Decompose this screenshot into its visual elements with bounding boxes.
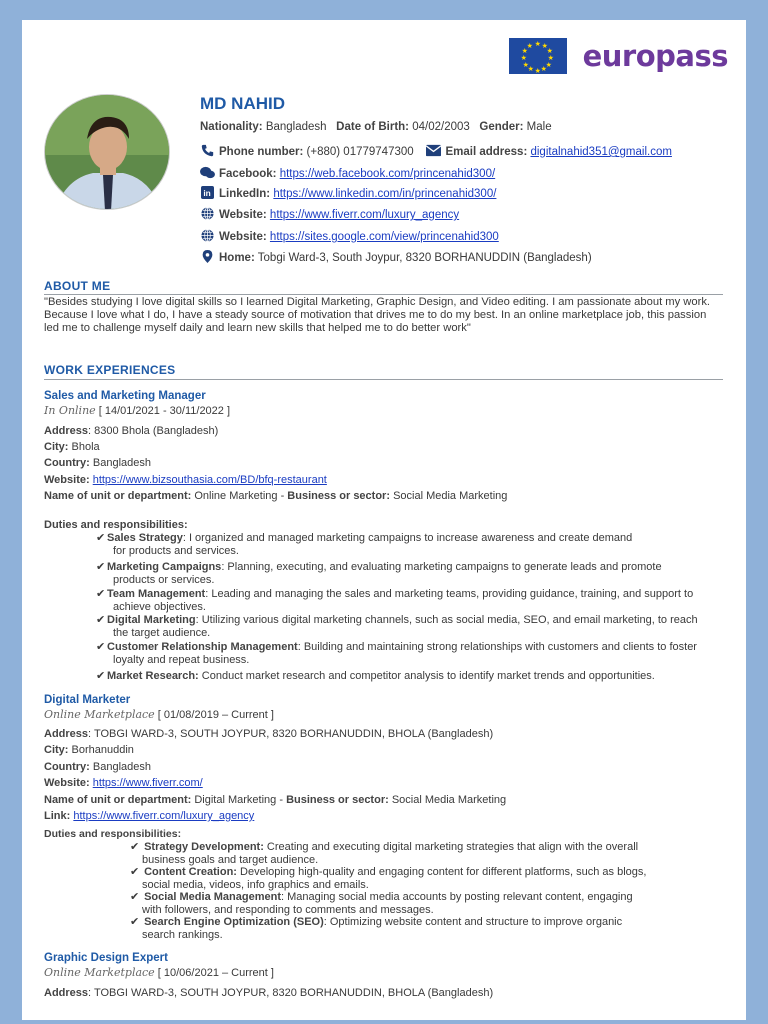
job-link <box>44 810 254 822</box>
nationality-value: Bangladesh <box>265 121 327 133</box>
checkmark-icon: ✔ <box>96 561 106 573</box>
contact-row <box>200 144 672 158</box>
checkmark-icon: ✔ <box>96 532 106 544</box>
job-company-dates <box>44 708 274 721</box>
job-company: Online Marketplace <box>44 708 155 721</box>
duties-heading <box>44 519 188 531</box>
job-company: Online Marketplace <box>44 966 155 979</box>
checkmark-icon: ✔ <box>130 841 140 853</box>
dob-value: 04/02/2003 <box>412 121 470 133</box>
globe-icon <box>200 207 215 220</box>
profile-photo <box>44 94 170 210</box>
home-value: Tobgi Ward-3, South Joypur, 8320 BORHANUDDIN (Bangladesh) <box>257 252 592 264</box>
eu-flag-icon: ★ ★ ★ ★ ★ ★ ★ ★ ★ ★ ★ ★ <box>509 38 567 74</box>
website2-row <box>200 229 499 243</box>
website1-link[interactable]: https://www.fiverr.com/luxury_agency <box>269 209 460 221</box>
gender-label: Gender: <box>479 121 524 133</box>
personal-details-row <box>200 121 552 133</box>
website2-link[interactable]: https://sites.google.com/view/princenahid300 <box>269 231 499 243</box>
address-value: : TOBGI WARD-3, SOUTH JOYPUR, 8320 BORHANUDDIN, BHOLA (Bangladesh) <box>88 987 494 999</box>
checkmark-icon: ✔ <box>96 588 106 600</box>
about-title: ABOUT ME <box>44 279 111 293</box>
chat-icon <box>200 166 215 179</box>
work-title: WORK EXPERIENCES <box>44 363 176 377</box>
job-link-url[interactable]: https://www.fiverr.com/luxury_agency <box>73 810 255 822</box>
linkedin-row <box>200 186 496 200</box>
job-unit <box>44 490 507 502</box>
gender-value: Male <box>526 121 552 133</box>
job-website <box>44 474 327 486</box>
globe-icon <box>200 229 215 242</box>
duty-item: ✔ Digital Marketing: Utilizing various digital marketing channels, such as social media, SEO, and email marketing, to reach the target audience. <box>96 614 698 639</box>
checkmark-icon: ✔ <box>130 916 140 928</box>
link-label: Link: <box>44 810 71 822</box>
email-link[interactable]: digitalnahid351@gmail.com <box>530 146 672 158</box>
job-country <box>44 761 151 773</box>
job-title: Digital Marketer <box>44 694 131 706</box>
cv-page <box>22 20 746 1020</box>
nationality-label: Nationality: <box>200 121 263 133</box>
job-dates: [ 10/06/2021 – Current ] <box>157 967 274 979</box>
job-unit <box>44 794 506 806</box>
duty-item: ✔ Customer Relationship Management: Building and maintaining strong relationships with customers and clients to foster loyalty and repeat business. <box>96 641 697 666</box>
website-label: Website: <box>219 231 267 243</box>
job-city <box>44 441 100 453</box>
city-label: City: <box>44 744 69 756</box>
duty-item: ✔ Marketing Campaigns: Planning, executing, and evaluating marketing campaigns to generate leads and promote products or services. <box>96 561 662 586</box>
job-company: In Online <box>44 404 96 417</box>
home-row <box>200 250 592 264</box>
job-dates: [ 01/08/2019 – Current ] <box>157 709 274 721</box>
job-address <box>44 728 493 740</box>
duty-item: ✔ Team Management: Leading and managing the sales and marketing teams, providing guidance, training, and support to achieve objectives. <box>96 588 694 613</box>
sector-value: Social Media Marketing <box>393 490 508 502</box>
country-label: Country: <box>44 457 90 469</box>
dob-label: Date of Birth: <box>336 121 410 133</box>
city-value: Bhola <box>71 441 100 453</box>
facebook-row <box>200 166 495 180</box>
europass-logo <box>509 38 728 74</box>
city-value: Borhanuddin <box>71 744 134 756</box>
job-country <box>44 457 151 469</box>
job-website-link[interactable]: https://www.bizsouthasia.com/BD/bfq-restaurant <box>92 474 327 486</box>
address-value: : 8300 Bhola (Bangladesh) <box>88 425 219 437</box>
duty-item: ✔ Strategy Development: Creating and executing digital marketing strategies that align with the overall business goals and target audience. <box>130 841 639 866</box>
about-text: "Besides studying I love digital skills so I learned Digital Marketing, Graphic Design, and Video editing. I am passionate about my work. Because I love what I do, I have a steady source of motivation that drives me to do my best. In an online marketplace job, this passion led me to challenge myself daily and learn new skills that helped me to do better work" <box>44 296 711 335</box>
phone-icon <box>200 144 215 157</box>
location-pin-icon <box>200 250 215 263</box>
checkmark-icon: ✔ <box>130 866 140 878</box>
email-icon <box>426 144 441 157</box>
duty-item: ✔ Content Creation: Developing high-quality and engaging content for different platforms, such as blogs, social media, videos, info graphics and emails. <box>130 866 647 891</box>
email-label: Email address: <box>445 146 528 158</box>
duties-heading <box>44 828 181 840</box>
duty-item: ✔ Market Research: Conduct market research and competitor analysis to identify market trends and opportunities. <box>96 670 655 682</box>
website-label: Website: <box>219 209 267 221</box>
job-title: Graphic Design Expert <box>44 952 168 964</box>
linkedin-icon <box>200 186 215 199</box>
phone-value: (+880) 01779747300 <box>306 146 414 158</box>
job-address <box>44 425 218 437</box>
checkmark-icon: ✔ <box>96 670 106 682</box>
facebook-link[interactable]: https://web.facebook.com/princenahid300/ <box>279 168 496 180</box>
phone-label: Phone number: <box>219 146 304 158</box>
home-label: Home: <box>219 252 255 264</box>
country-value: Bangladesh <box>92 457 151 469</box>
country-value: Bangladesh <box>92 761 151 773</box>
job-website <box>44 777 203 789</box>
checkmark-icon: ✔ <box>130 891 140 903</box>
job-dates: [ 14/01/2021 - 30/11/2022 ] <box>98 405 231 417</box>
address-label: Address <box>44 987 89 999</box>
sector-label: Business or sector: <box>286 794 389 806</box>
address-label: Address <box>44 728 89 740</box>
svg-text:in: in <box>203 188 211 199</box>
checkmark-icon: ✔ <box>96 614 106 626</box>
job-company-dates <box>44 404 230 417</box>
job-city <box>44 744 134 756</box>
unit-label: Name of unit or department: <box>44 794 192 806</box>
country-label: Country: <box>44 761 90 773</box>
duty-item: ✔ Sales Strategy: I organized and managed marketing campaigns to increase awareness and create demand for products and services. <box>96 532 633 557</box>
linkedin-label: LinkedIn: <box>219 188 271 200</box>
city-label: City: <box>44 441 69 453</box>
facebook-label: Facebook: <box>219 168 277 180</box>
checkmark-icon: ✔ <box>96 641 106 653</box>
job-company-dates <box>44 966 274 979</box>
about-divider <box>44 294 723 295</box>
person-name: MD NAHID <box>200 94 285 113</box>
website-label: Website: <box>44 474 90 486</box>
address-value: : TOBGI WARD-3, SOUTH JOYPUR, 8320 BORHANUDDIN, BHOLA (Bangladesh) <box>88 728 494 740</box>
unit-value: Online Marketing - <box>194 490 285 502</box>
duty-item: ✔ Search Engine Optimization (SEO): Optimizing website content and structure to improve organic search rankings. <box>130 916 623 941</box>
website1-row <box>200 207 459 221</box>
job-title: Sales and Marketing Manager <box>44 390 206 402</box>
job-website-link[interactable]: https://www.fiverr.com/ <box>92 777 203 789</box>
duties-label: Duties and responsibilities: <box>44 519 188 531</box>
duties-label: Duties and responsibilities: <box>44 828 182 840</box>
unit-value: Digital Marketing - <box>194 794 283 806</box>
europass-wordmark: europass <box>582 39 728 73</box>
linkedin-link[interactable]: https://www.linkedin.com/in/princenahid300/ <box>273 188 497 200</box>
job-address <box>44 987 493 999</box>
unit-label: Name of unit or department: <box>44 490 192 502</box>
work-divider <box>44 379 723 380</box>
duty-item: ✔ Social Media Management: Managing social media accounts by posting relevant content, engaging with followers, and responding to comments and messages. <box>130 891 633 916</box>
address-label: Address <box>44 425 89 437</box>
sector-value: Social Media Marketing <box>391 794 507 806</box>
website-label: Website: <box>44 777 90 789</box>
sector-label: Business or sector: <box>287 490 390 502</box>
